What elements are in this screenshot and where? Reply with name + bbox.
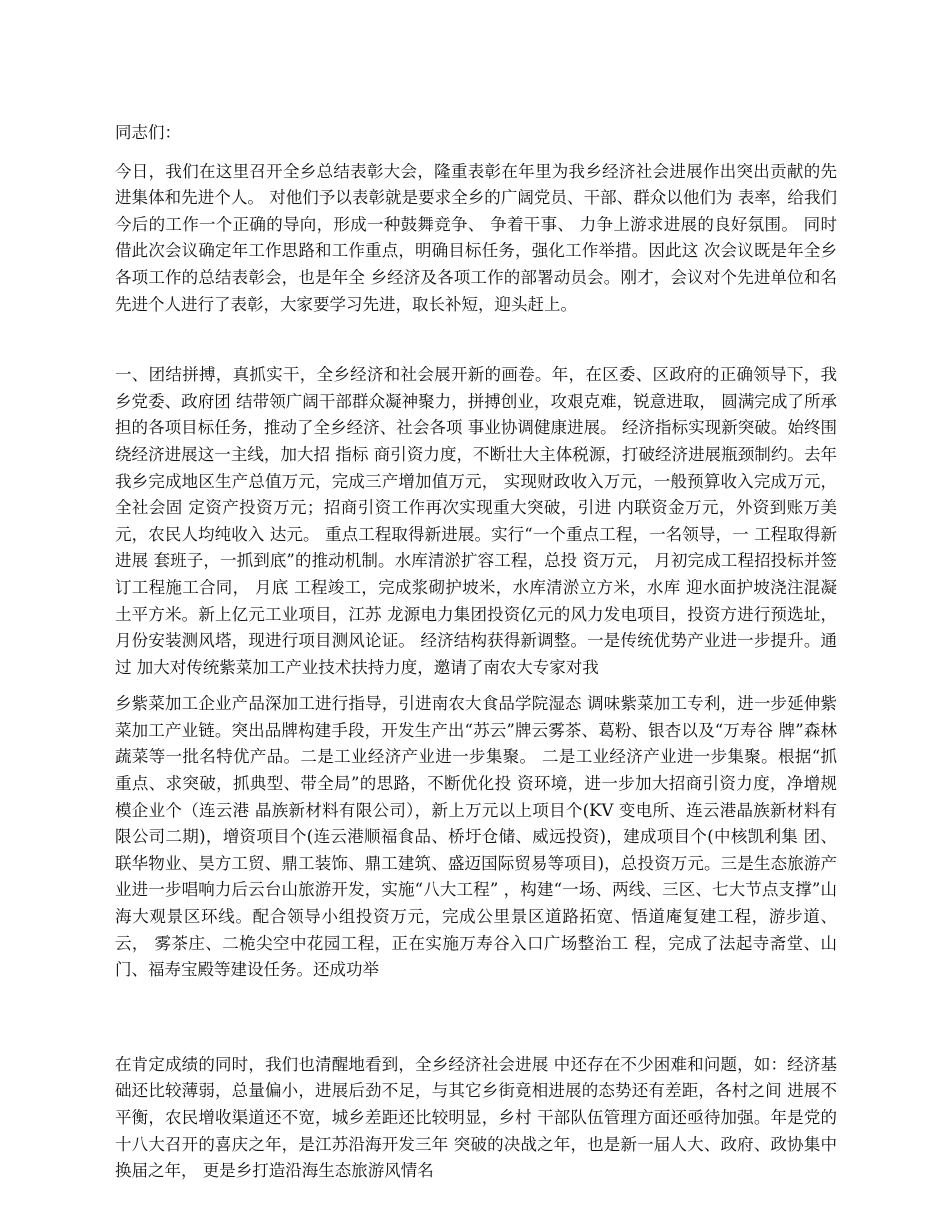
problems-paragraph: 在肯定成绩的同时，我们也清醒地看到，全乡经济社会进展 中还存在不少困难和问题，如：经济基础还比较薄弱，总量偏小，进展后劲不足，与其它乡街竟相进展的态势还有差距，各村之间 进展不平衡，农民增收渠道还不宽，城乡差距还比较明显，乡村 干部队伍管理方面还亟待加强。年是党的十八大召开的喜庆之年，是江苏沿海开发三年 突破的决战之年，也是新一届人大、政府、政协集中换届之年， 更是乡打造沿海生态旅游风情名	[115, 1054, 837, 1181]
section-one-continued-paragraph: 乡紫菜加工企业产品深加工进行指导，引进南农大食品学院湿态 调味紫菜加工专利，进一步延伸紫菜加工产业链。突出品牌构建手段，开发生产出“苏云”牌云雾茶、葛粉、银杏以及“万寿谷 牌”森林蔬菜等一批名特优产品。二是工业经济产业进一步集聚。 二是工业经济产业进一步集聚。根据“抓重点、求突破，抓典型、带全局”的思路，不断优化投 资环境，进一步加大招商引资力度，净增规模企业个（连云港 晶族新材料有限公司），新上万元以上项目个(KV 变电所、连云港晶族新材料有限公司二期)，增资项目个(连云港顺福食品、桥圩仓储、威远投资)，建成项目个(中核凯利集 团、联华物业、昊方工贸、鼎工装饰、鼎工建筑、盛迈国际贸易等项目)，总投资万元。三是生态旅游产业进一步唱响力后云台山旅游开发，实施“八大工程” ，构建“一场、两线、三区、七大节点支撑”山海大观景区环线。配合领导小组投资万元，完成公里景区道路拓宽、悟道庵复建工程，游步道、云， 雾茶庄、二桅尖空中花园工程，正在实施万寿谷入口广场整治工 程，完成了法起寺斋堂、山门、福寿宝殿等建设任务。还成功举	[115, 694, 837, 980]
intro-paragraph: 今日，我们在这里召开全乡总结表彰大会，隆重表彰在年里为我乡经济社会进展作出突出贡献的先进集体和先进个人。 对他们予以表彰就是要求全乡的广阔党员、干部、群众以他们为 表率，给我们今后的工作一个正确的导向，形成一种鼓舞竞争、 争着干事、 力争上游求进展的良好氛围。 同时借此次会议确定年工作思路和工作重点，明确目标任务，强化工作举措。因此这 次会议既是年全乡各项工作的总结表彰会，也是年全 乡经济及各项工作的部署动员会。刚才，会议对个先进单位和名先进个人进行了表彰，大家要学习先进，取长补短，迎头赶上。	[115, 161, 837, 314]
greeting: 同志们：	[115, 123, 181, 142]
section-one-paragraph: 一、团结拼搏，真抓实干，全乡经济和社会展开新的画卷。年，在区委、区政府的正确领导下，我乡党委、政府团 结带领广阔干部群众凝神聚力，拼搏创业，攻艰克难，锐意进取， 圆满完成了所承担的各项目标任务，推动了全乡经济、社会各项 事业协调健康进展。 经济指标实现新突破。始终围绕经济进展这一主线，加大招 指标 商引资力度，不断壮大主体税源，打破经济进展瓶颈制约。去年我乡完成地区生产总值万元，完成三产增加值万元， 实现财政收入万元，一般预算收入完成万元，全社会固 定资产投资万元；招商引资工作再次实现重大突破，引进 内联资金万元，外资到账万美元，农民人均纯收入 达元。 重点工程取得新进展。实行“一个重点工程，一名领导，一 工程取得新进展 套班子，一抓到底”的推动机制。水库清淤扩容工程，总投 资万元， 月初完成工程招投标并签订工程施工合同， 月底 工程竣工，完成浆砌护坡米，水库清淤立方米，水库 迎水面护坡浇注混凝土平方米。新上亿元工业项目，江苏 龙源电力集团投资亿元的风力发电项目，投资方进行预选址，月份安装测风塔，现进行项目测风论证。 经济结构获得新调整。一是传统优势产业进一步提升。通过 加大对传统紫菜加工产业技术扶持力度，邀请了南农大专家对我	[115, 365, 837, 677]
document-body	[115, 120, 837, 1185]
